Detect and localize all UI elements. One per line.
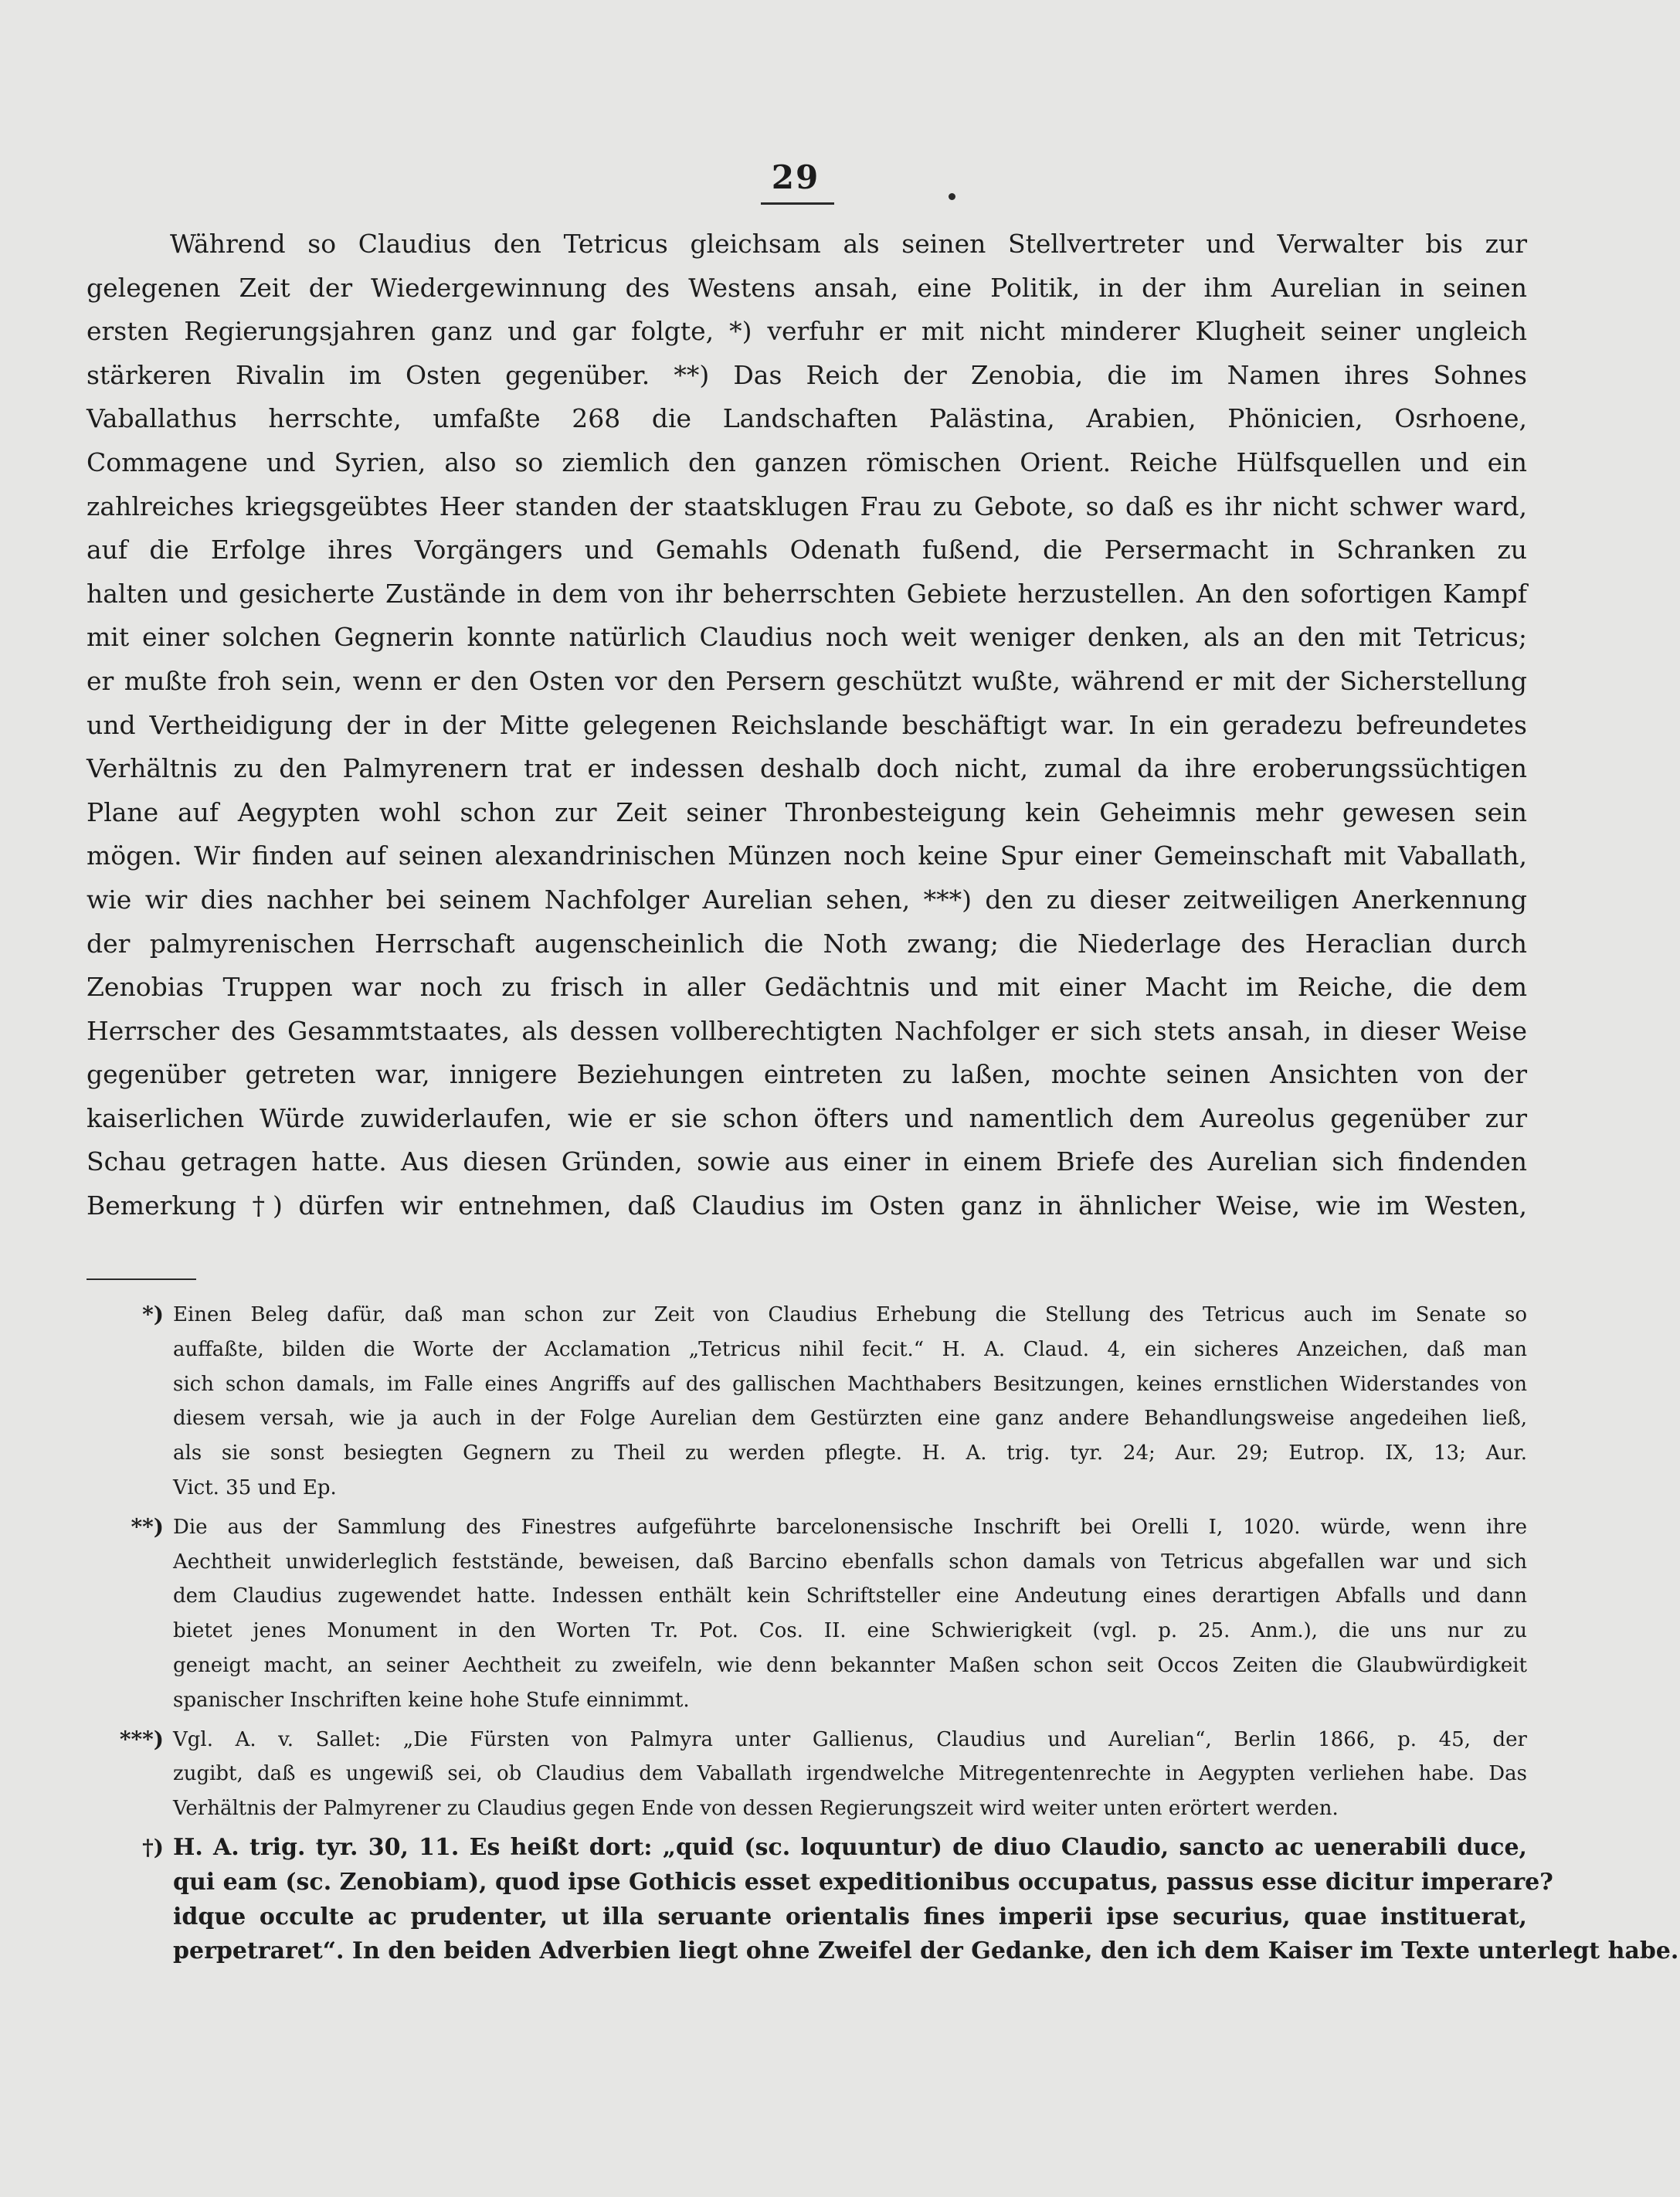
- footnote-line: bietet jenes Monument in den Worten Tr. Pot. Cos. II. eine Schwierigkeit (vgl. p. 25. Anm.), die uns nur zu: [173, 1619, 1527, 1643]
- footnote: [87, 1831, 1679, 1969]
- text-line: Zenobias Truppen war noch zu frisch in aller Gedächtnis und mit einer Macht im Reiche, die dem: [87, 972, 1527, 1003]
- footnote-rule: [87, 1278, 196, 1280]
- text-line: Während so Claudius den Tetricus gleichsam als seinen Stellvertreter und Verwalter bis zur: [170, 229, 1527, 259]
- footnote-line: Einen Beleg dafür, daß man schon zur Zeit von Claudius Erhebung die Stellung des Tetricus auch im Senate so: [173, 1303, 1527, 1326]
- text-line: auf die Erfolge ihres Vorgängers und Gemahls Odenath fußend, die Persermacht in Schranken zu: [87, 535, 1527, 565]
- footnote-mark: *): [142, 1302, 164, 1327]
- footnote: [87, 1723, 1527, 1826]
- text-line: Herrscher des Gesammtstaates, als dessen vollberechtigten Nachfolger er sich stets ansah, in dieser Weise: [87, 1015, 1527, 1046]
- text-line: kaiserlichen Würde zuwiderlaufen, wie er sie schon öfters und namentlich dem Aureolus gegenüber zur: [87, 1102, 1527, 1133]
- footnote: [87, 1298, 1527, 1506]
- page-number: 29: [771, 158, 820, 196]
- footnote-line: dem Claudius zugewendet hatte. Indessen enthält kein Schriftsteller eine Andeutung eines derartigen Abfalls und dann: [173, 1584, 1527, 1608]
- text-line: Verhältnis zu den Palmyrenern trat er indessen deshalb doch nicht, zumal da ihre eroberungssüchtigen: [87, 753, 1527, 784]
- footnote-line: Verhältnis der Palmyrener zu Claudius gegen Ende von dessen Regierungszeit wird weiter unten erörtert werden.: [173, 1797, 1339, 1821]
- text-line: mit einer solchen Gegnerin konnte natürlich Claudius noch weit weniger denken, als an den mit Tetricus;: [87, 622, 1527, 653]
- footnote-line: als sie sonst besiegten Gegnern zu Theil zu werden pflegte. H. A. trig. tyr. 24; Aur. 29; Eutrop. IX, 13; Aur.: [173, 1441, 1527, 1465]
- text-line: er mußte froh sein, wenn er den Osten vor den Persern geschützt wußte, während er mit der Sicherstellung: [87, 665, 1527, 696]
- footnote-line: Die aus der Sammlung des Finestres aufgeführte barcelonensische Inschrift bei Orelli I, 1020. würde, wenn ihre: [173, 1515, 1527, 1539]
- text-line: Commagene und Syrien, also so ziemlich den ganzen römischen Orient. Reiche Hülfsquellen und ein: [87, 447, 1527, 477]
- footnotes: [87, 1298, 1679, 1969]
- text-line: mögen. Wir finden auf seinen alexandrinischen Münzen noch keine Spur einer Gemeinschaft mit Vaballath,: [87, 840, 1527, 871]
- text-line: gelegenen Zeit der Wiedergewinnung des Westens ansah, eine Politik, in der ihm Aurelian in seinen: [87, 272, 1527, 303]
- footnote-line: Aechtheit unwiderleglich feststände, beweisen, daß Barcino ebenfalls schon damals von Tetricus abgefallen war und sich: [173, 1550, 1527, 1574]
- footnote-line: H. A. trig. tyr. 30, 11. Es heißt dort: „quid (sc. loquuntur) de diuo Claudio, sancto ac uenerabili duce,: [173, 1833, 1527, 1861]
- text-line: halten und gesicherte Zustände in dem von ihr beherrschten Gebiete herzustellen. An den sofortigen Kampf: [87, 578, 1527, 609]
- text-line: der palmyrenischen Herrschaft augenscheinlich die Noth zwang; die Niederlage des Heraclian durch: [87, 928, 1527, 959]
- footnote-line: spanischer Inschriften keine hohe Stufe einnimmt.: [173, 1688, 690, 1712]
- text-line: zahlreiches kriegsgeübtes Heer standen der staatsklugen Frau zu Gebote, so daß es ihr nicht schwer ward,: [87, 491, 1527, 521]
- text-line: und Vertheidigung der in der Mitte gelegenen Reichslande beschäftigt war. In ein geradezu befreundetes: [87, 709, 1527, 740]
- footnote: [87, 1510, 1527, 1718]
- text-line: stärkeren Rivalin im Osten gegenüber. **) Das Reich der Zenobia, die im Namen ihres Sohnes: [87, 359, 1527, 390]
- footnote-line: qui eam (sc. Zenobiam), quod ipse Gothicis esset expeditionibus occupatus, passus esse dicitur imperare?: [173, 1868, 1553, 1896]
- footnote-line: diesem versah, wie ja auch in der Folge Aurelian dem Gestürzten eine ganz andere Behandlungsweise angedeihen ließ,: [173, 1407, 1527, 1431]
- text-line: Schau getragen hatte. Aus diesen Gründen, sowie aus einer in einem Briefe des Aurelian sich findenden: [87, 1146, 1527, 1177]
- printing-mark: [949, 193, 955, 200]
- footnote-mark: ***): [119, 1726, 164, 1752]
- footnote-line: geneigt macht, an seiner Aechtheit zu zweifeln, wie denn bekannter Maßen schon seit Occos Zeiten die Glaubwürdigkeit: [173, 1653, 1527, 1677]
- footnote-line: sich schon damals, im Falle eines Angriffs auf des gallischen Machthabers Besitzungen, keines ernstlichen Widerstandes von: [173, 1372, 1527, 1396]
- text-line: Bemerkung †) dürfen wir entnehmen, daß Claudius im Osten ganz in ähnlicher Weise, wie im Westen,: [87, 1190, 1527, 1221]
- footnote-line: zugibt, daß es ungewiß sei, ob Claudius dem Vaballath irgendwelche Mitregentenrechte in Aegypten verliehen habe. Das: [173, 1762, 1527, 1786]
- footnote-line: auffaßte, bilden die Worte der Acclamation „Tetricus nihil fecit.“ H. A. Claud. 4, ein sicheres Anzeichen, daß man: [173, 1337, 1527, 1361]
- footnote-line: idque occulte ac prudenter, ut illa seruante orientalis fines imperii ipse securius, quae instituerat,: [173, 1903, 1527, 1930]
- text-line: gegenüber getreten war, innigere Beziehungen eintreten zu laßen, mochte seinen Ansichten von der: [87, 1059, 1527, 1090]
- footnote-line: Vict. 35 und Ep.: [173, 1475, 337, 1499]
- text-line: Vaballathus herrschte, umfaßte 268 die Landschaften Palästina, Arabien, Phönicien, Osrhoene,: [87, 403, 1527, 434]
- footnote-mark: †): [142, 1834, 164, 1860]
- page-number-rule: [761, 202, 834, 205]
- footnote-mark: **): [131, 1513, 164, 1540]
- text-line: Plane auf Aegypten wohl schon zur Zeit seiner Thronbesteigung kein Geheimnis mehr gewesen sein: [87, 796, 1527, 827]
- footnote-line: perpetraret“. In den beiden Adverbien liegt ohne Zweifel der Gedanke, den ich dem Kaiser im Texte unterlegt habe.: [173, 1937, 1679, 1965]
- text-line: ersten Regierungsjahren ganz und gar folgte, *) verfuhr er mit nicht minderer Klugheit seiner ungleich: [87, 316, 1527, 347]
- text-line: wie wir dies nachher bei seinem Nachfolger Aurelian sehen, ***) den zu dieser zeitweiligen Anerkennung: [87, 884, 1527, 915]
- main-text: [87, 222, 1527, 1228]
- footnote-line: Vgl. A. v. Sallet: „Die Fürsten von Palmyra unter Gallienus, Claudius und Aurelian“, Berlin 1866, p. 45, der: [173, 1727, 1527, 1751]
